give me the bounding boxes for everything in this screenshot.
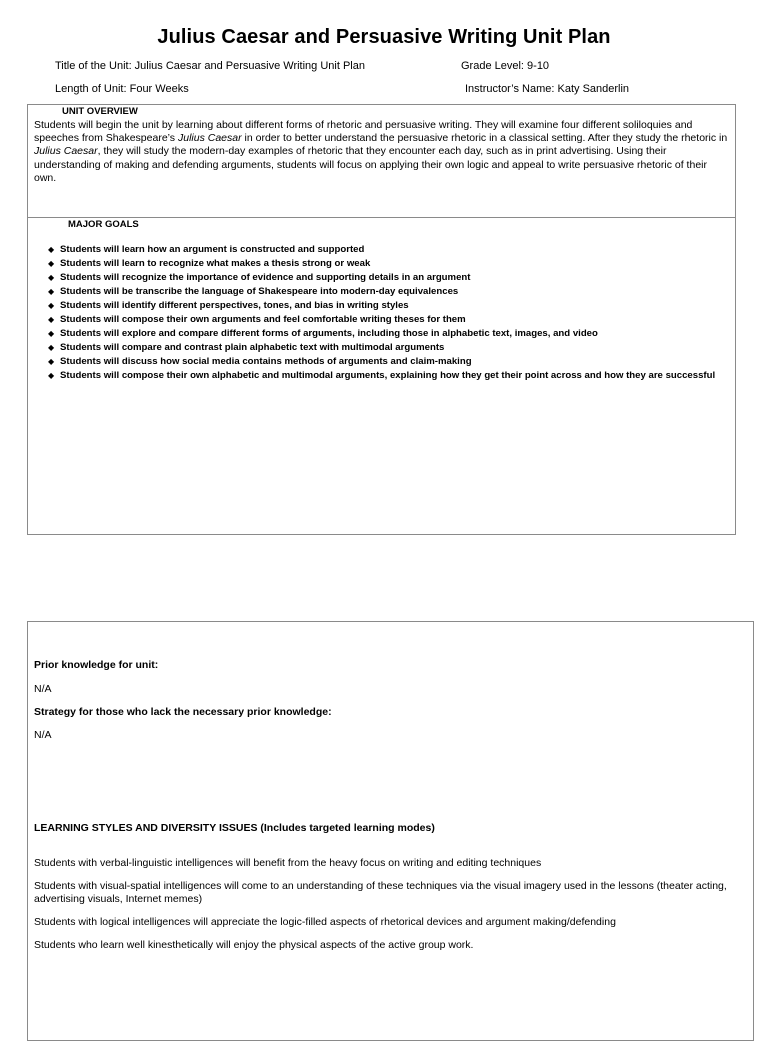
unit-overview-text (34, 119, 730, 185)
learning-styles-heading: LEARNING STYLES AND DIVERSITY ISSUES (Includes targeted learning modes) (34, 822, 435, 834)
overview-goals-box (27, 104, 736, 535)
goal-text: Students will compare and contrast plain alphabetic text with multimodal arguments (60, 342, 445, 353)
diamond-bullet-icon: ◆ (48, 343, 55, 352)
prior-knowledge-value: N/A (34, 683, 52, 695)
goal-item (48, 271, 738, 285)
unit-title-field: Title of the Unit: Julius Caesar and Persuasive Writing Unit Plan (55, 60, 365, 72)
diamond-bullet-icon: ◆ (48, 287, 55, 296)
visual-spatial-paragraph: Students with visual-spatial intelligences will come to an understanding of these techniques via the visual imagery used in the lessons (theater acting, advertising visuals, Internet memes) (34, 880, 727, 905)
play-title-italic: Julius Caesar (177, 132, 242, 145)
play-title-italic: Julius Caesar (34, 145, 98, 158)
goal-text: Students will recognize the importance of evidence and supporting details in an argument (60, 272, 471, 283)
goal-text: Students will learn to recognize what makes a thesis strong or weak (60, 258, 371, 269)
goal-item (48, 257, 738, 271)
goal-item (48, 369, 738, 383)
prior-knowledge-box (27, 621, 754, 1041)
strategy-heading: Strategy for those who lack the necessary prior knowledge: (34, 706, 332, 718)
instructor-field: Instructor’s Name: Katy Sanderlin (465, 83, 630, 95)
overview-text-part: in order to better understand the persuasive rhetoric in a classical setting. After they study the rhetoric in (241, 132, 728, 145)
goal-item (48, 243, 738, 257)
goal-item (48, 327, 738, 341)
grade-level-field: Grade Level: 9-10 (461, 60, 550, 72)
goal-text: Students will discuss how social media contains methods of arguments and claim-making (60, 356, 472, 367)
overview-text-part: Students will begin the unit by learning about different forms of rhetoric and persuasive writing. They will examine four different soliloquies and speeches from Shakespeare’s (34, 119, 693, 145)
diamond-bullet-icon: ◆ (48, 315, 55, 324)
goal-item (48, 313, 738, 327)
diamond-bullet-icon: ◆ (48, 371, 55, 380)
goal-text: Students will identify different perspectives, tones, and bias in writing styles (60, 300, 409, 311)
document-title: Julius Caesar and Persuasive Writing Unit Plan (157, 26, 611, 48)
goal-text: Students will compose their own arguments and feel comfortable writing theses for them (60, 314, 466, 325)
unit-overview-heading: UNIT OVERVIEW (62, 106, 138, 117)
diamond-bullet-icon: ◆ (48, 301, 55, 310)
logical-paragraph: Students with logical intelligences will appreciate the logic-filled aspects of rhetorical devices and argument making/defending (34, 916, 616, 928)
unit-length-field: Length of Unit: Four Weeks (55, 83, 189, 95)
goal-text: Students will compose their own alphabetic and multimodal arguments, explaining how they get their point across and how they are successful (60, 370, 716, 381)
prior-knowledge-heading: Prior knowledge for unit: (34, 659, 159, 671)
overview-text-part: , they will study the modern-day examples of rhetoric that they encounter each day, such as in print advertising. Using their understanding of making and defending arguments, students will focus on applying their own logic and appeal to write persuasive rhetoric of their own. (34, 145, 707, 184)
diamond-bullet-icon: ◆ (48, 273, 55, 282)
goal-item (48, 299, 738, 313)
diamond-bullet-icon: ◆ (48, 259, 55, 268)
goal-item (48, 355, 738, 369)
strategy-value: N/A (34, 729, 52, 741)
goal-item (48, 341, 738, 355)
diamond-bullet-icon: ◆ (48, 245, 55, 254)
major-goals-heading: MAJOR GOALS (68, 219, 139, 230)
goal-item (48, 285, 738, 299)
goal-text: Students will learn how an argument is constructed and supported (60, 244, 365, 255)
verbal-linguistic-paragraph: Students with verbal-linguistic intelligences will benefit from the heavy focus on writing and editing techniques (34, 857, 542, 869)
goal-text: Students will be transcribe the language of Shakespeare into modern-day equivalences (60, 286, 459, 297)
major-goals-list (48, 243, 738, 383)
goal-text: Students will explore and compare different forms of arguments, including those in alphabetic text, images, and video (60, 328, 598, 339)
section-divider (28, 217, 735, 218)
kinesthetic-paragraph: Students who learn well kinesthetically will enjoy the physical aspects of the active group work. (34, 939, 474, 951)
diamond-bullet-icon: ◆ (48, 329, 55, 338)
diamond-bullet-icon: ◆ (48, 357, 55, 366)
